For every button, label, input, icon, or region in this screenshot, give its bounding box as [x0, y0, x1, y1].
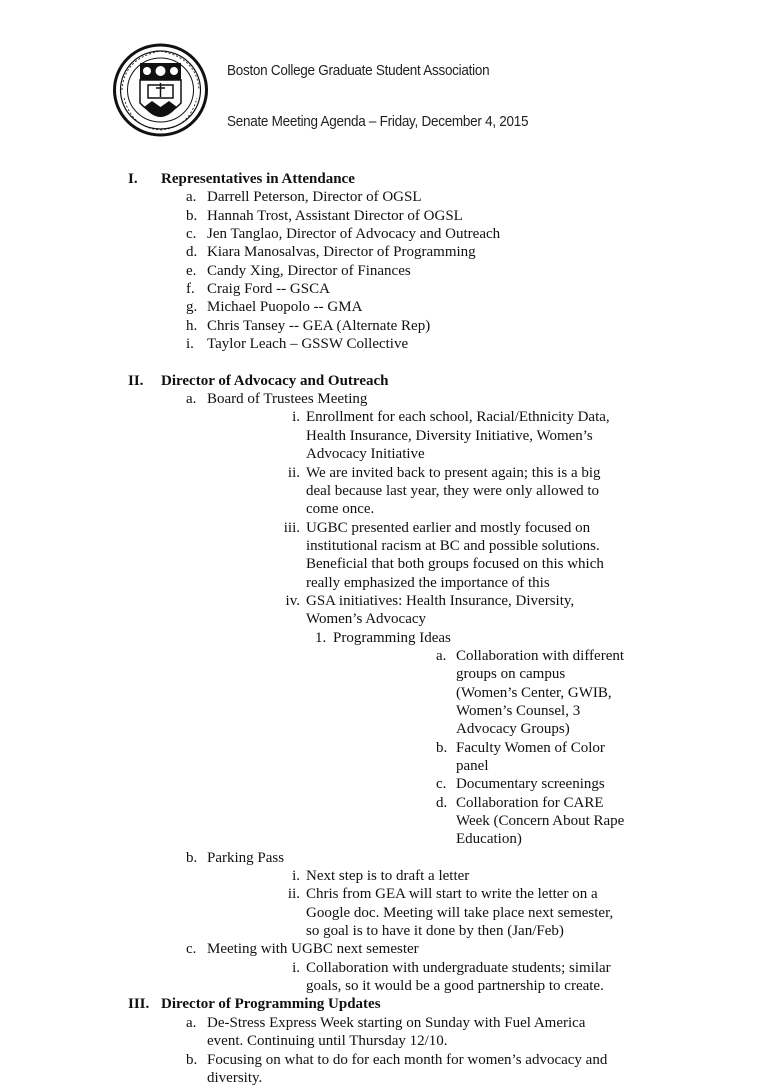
item-text: Parking Pass: [207, 849, 625, 867]
item-text: Jen Tanglao, Director of Advocacy and Outreach: [207, 225, 625, 243]
item-row: [0, 188, 768, 206]
agenda-section: [0, 372, 768, 996]
agenda-title: Senate Meeting Agenda – Friday, December 4, 2015: [227, 113, 528, 130]
item-row: [0, 940, 768, 958]
list-marker: iv.: [286, 592, 300, 610]
item-text: Collaboration for CARE Week (Concern About Rape Education): [456, 794, 625, 849]
agenda-item: [0, 647, 768, 739]
agenda-item: [0, 408, 768, 463]
item-row: [0, 464, 768, 519]
item-row: [0, 739, 768, 776]
list-marker: I.: [128, 170, 138, 188]
item-row: [0, 959, 768, 996]
item-row: [0, 262, 768, 280]
item-row: [0, 849, 768, 867]
item-row: [0, 408, 768, 463]
list-marker: iii.: [284, 519, 300, 537]
agenda-item: [0, 1014, 768, 1051]
agenda-item: [0, 775, 768, 793]
agenda-item: [0, 280, 768, 298]
item-text: GSA initiatives: Health Insurance, Diversity, Women’s Advocacy: [306, 592, 625, 629]
item-text: Faculty Women of Color panel: [456, 739, 625, 776]
item-text: Darrell Peterson, Director of OGSL: [207, 188, 625, 206]
item-row: [0, 335, 768, 353]
list-marker: c.: [186, 225, 196, 243]
agenda-body: [0, 170, 768, 1087]
section-heading: [0, 372, 768, 390]
list-marker: c.: [436, 775, 446, 793]
item-row: [0, 885, 768, 940]
item-text: De-Stress Express Week starting on Sunday with Fuel America event. Continuing until Thursday 12/10.: [207, 1014, 625, 1051]
agenda-item: [0, 629, 768, 849]
item-row: [0, 775, 768, 793]
item-text: Collaboration with different groups on campus (Women’s Center, GWIB, Women’s Counsel, 3 Advocacy Groups): [456, 647, 625, 739]
item-text: Michael Puopolo -- GMA: [207, 298, 625, 316]
agenda-item: [0, 959, 768, 996]
list-marker: i.: [292, 408, 300, 426]
item-text: Next step is to draft a letter: [306, 867, 625, 885]
item-row: [0, 794, 768, 849]
item-text: Programming Ideas: [333, 629, 625, 647]
item-text: Candy Xing, Director of Finances: [207, 262, 625, 280]
list-marker: a.: [186, 390, 196, 408]
item-row: [0, 207, 768, 225]
agenda-item: [0, 243, 768, 261]
item-text: We are invited back to present again; this is a big deal because last year, they were only allowed to come once.: [306, 464, 625, 519]
list-marker: g.: [186, 298, 197, 316]
list-marker: b.: [186, 207, 197, 225]
boston-college-seal-logo: [112, 43, 209, 137]
agenda-item: [0, 592, 768, 849]
item-row: [0, 647, 768, 739]
item-text: Kiara Manosalvas, Director of Programming: [207, 243, 625, 261]
agenda-item: [0, 335, 768, 353]
item-row: [0, 280, 768, 298]
agenda-item: [0, 317, 768, 335]
list-marker: i.: [186, 335, 194, 353]
list-marker: f.: [186, 280, 195, 298]
section-heading: [0, 170, 768, 188]
agenda-item: [0, 464, 768, 519]
section-title: Representatives in Attendance: [161, 170, 625, 188]
item-text: Meeting with UGBC next semester: [207, 940, 625, 958]
agenda-item: [0, 885, 768, 940]
list-marker: a.: [186, 188, 196, 206]
agenda-item: [0, 207, 768, 225]
item-text: Documentary screenings: [456, 775, 625, 793]
agenda-item: [0, 298, 768, 316]
list-marker: b.: [436, 739, 447, 757]
list-marker: ii.: [288, 464, 300, 482]
item-text: Board of Trustees Meeting: [207, 390, 625, 408]
list-marker: i.: [292, 959, 300, 977]
list-marker: b.: [186, 1051, 197, 1069]
section-heading: [0, 995, 768, 1013]
item-row: [0, 298, 768, 316]
list-marker: c.: [186, 940, 196, 958]
agenda-item: [0, 225, 768, 243]
list-marker: 1.: [315, 629, 326, 647]
agenda-item: [0, 188, 768, 206]
list-marker: e.: [186, 262, 196, 280]
agenda-section: [0, 995, 768, 1087]
list-marker: d.: [436, 794, 447, 812]
list-marker: i.: [292, 867, 300, 885]
item-text: Enrollment for each school, Racial/Ethnicity Data, Health Insurance, Diversity Initiative, Women’s Advocacy Initiative: [306, 408, 625, 463]
item-row: [0, 1051, 768, 1087]
section-title: Director of Advocacy and Outreach: [161, 372, 625, 390]
item-text: Focusing on what to do for each month for women’s advocacy and diversity.: [207, 1051, 625, 1087]
list-marker: d.: [186, 243, 197, 261]
agenda-item: [0, 262, 768, 280]
agenda-item: [0, 519, 768, 592]
agenda-item: [0, 390, 768, 849]
agenda-item: [0, 739, 768, 776]
section-title: Director of Programming Updates: [161, 995, 625, 1013]
agenda-item: [0, 867, 768, 885]
item-row: [0, 592, 768, 629]
list-marker: ii.: [288, 885, 300, 903]
item-row: [0, 225, 768, 243]
item-row: [0, 629, 768, 647]
blank-line: [0, 353, 768, 371]
list-marker: III.: [128, 995, 149, 1013]
agenda-item: [0, 1051, 768, 1087]
agenda-item: [0, 794, 768, 849]
item-text: Chris from GEA will start to write the letter on a Google doc. Meeting will take place next semester, so goal is to have it done by then (Jan/Feb): [306, 885, 625, 940]
item-row: [0, 317, 768, 335]
item-text: Taylor Leach – GSSW Collective: [207, 335, 625, 353]
list-marker: a.: [186, 1014, 196, 1032]
agenda-item: [0, 849, 768, 941]
list-marker: h.: [186, 317, 197, 335]
item-text: Craig Ford -- GSCA: [207, 280, 625, 298]
item-row: [0, 867, 768, 885]
list-marker: II.: [128, 372, 143, 390]
item-row: [0, 519, 768, 592]
item-row: [0, 390, 768, 408]
item-row: [0, 243, 768, 261]
agenda-item: [0, 940, 768, 995]
item-row: [0, 1014, 768, 1051]
agenda-section: [0, 170, 768, 353]
item-text: Chris Tansey -- GEA (Alternate Rep): [207, 317, 625, 335]
list-marker: b.: [186, 849, 197, 867]
item-text: Hannah Trost, Assistant Director of OGSL: [207, 207, 625, 225]
organization-name: Boston College Graduate Student Association: [227, 62, 489, 79]
list-marker: a.: [436, 647, 446, 665]
item-text: Collaboration with undergraduate students; similar goals, so it would be a good partnership to create.: [306, 959, 625, 996]
item-text: UGBC presented earlier and mostly focused on institutional racism at BC and possible solutions. Beneficial that both groups focused on this which really emphasized the importance of this: [306, 519, 625, 592]
